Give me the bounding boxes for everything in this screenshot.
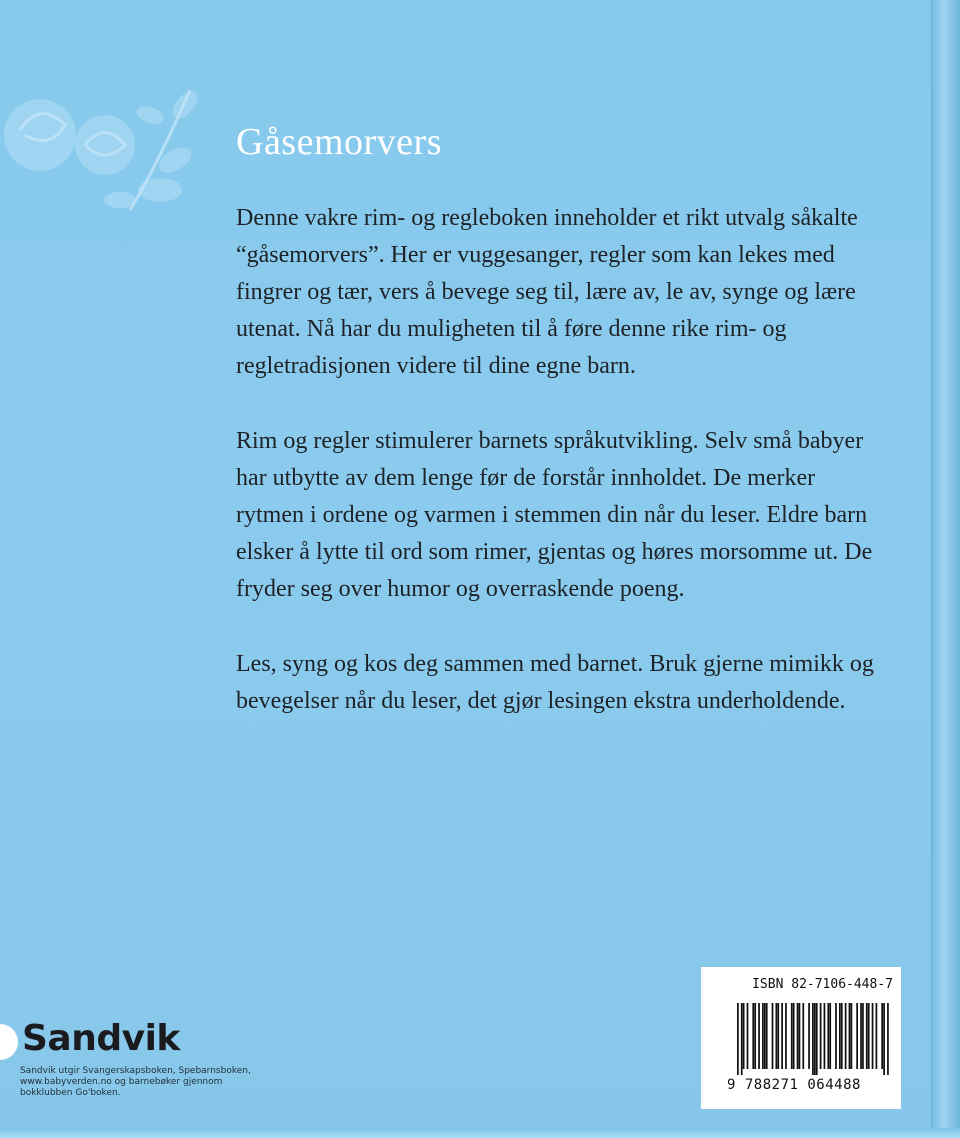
publisher-name: Sandvik — [22, 1018, 180, 1059]
isbn-label: ISBN 82-7106-448-7 — [752, 977, 893, 992]
barcode-digits: 9 788271 064488 — [727, 1077, 861, 1093]
isbn-barcode-panel — [701, 967, 901, 1109]
blurb — [236, 200, 886, 758]
publisher-description: Sandvik utgir Svangerskapsboken, Spebarnsboken, www.babyverden.no og barnebøker gjennom bokklubben Go'boken. — [20, 1066, 251, 1098]
book-bottom-edge — [0, 1128, 960, 1138]
book-title: Gåsemorvers — [236, 121, 442, 163]
sandvik-logo-icon — [0, 1024, 18, 1060]
blurb-paragraph: Rim og regler stimulerer barnets språkutvikling. Selv små babyer har utbytte av dem lenge før de forstår innholdet. De merker rytmen i ordene og varmen i stemmen din når du leser. Eldre barn elsker å lytte til ord som rimer, gjentas og høres morsomme ut. De fryder seg over humor og overraskende poeng. — [236, 428, 873, 602]
book-spine-edge — [931, 0, 960, 1138]
blurb-paragraph: Denne vakre rim- og regleboken inneholder et rikt utvalg såkalte “gåsemorvers”. Her er vuggesanger, regler som kan lekes med fingrer og tær, vers å bevege seg til, lære av, le av, synge og lære utenat. Nå har du muligheten til å føre denne rike rim- og regletradisjonen videre til dine egne barn. — [236, 205, 858, 379]
floral-rose-icon — [0, 60, 215, 220]
blurb-paragraph: Les, syng og kos deg sammen med barnet. Bruk gjerne mimikk og bevegelser når du leser, det gjør lesingen ekstra underholdende. — [236, 651, 874, 714]
barcode-icon — [737, 1003, 889, 1075]
